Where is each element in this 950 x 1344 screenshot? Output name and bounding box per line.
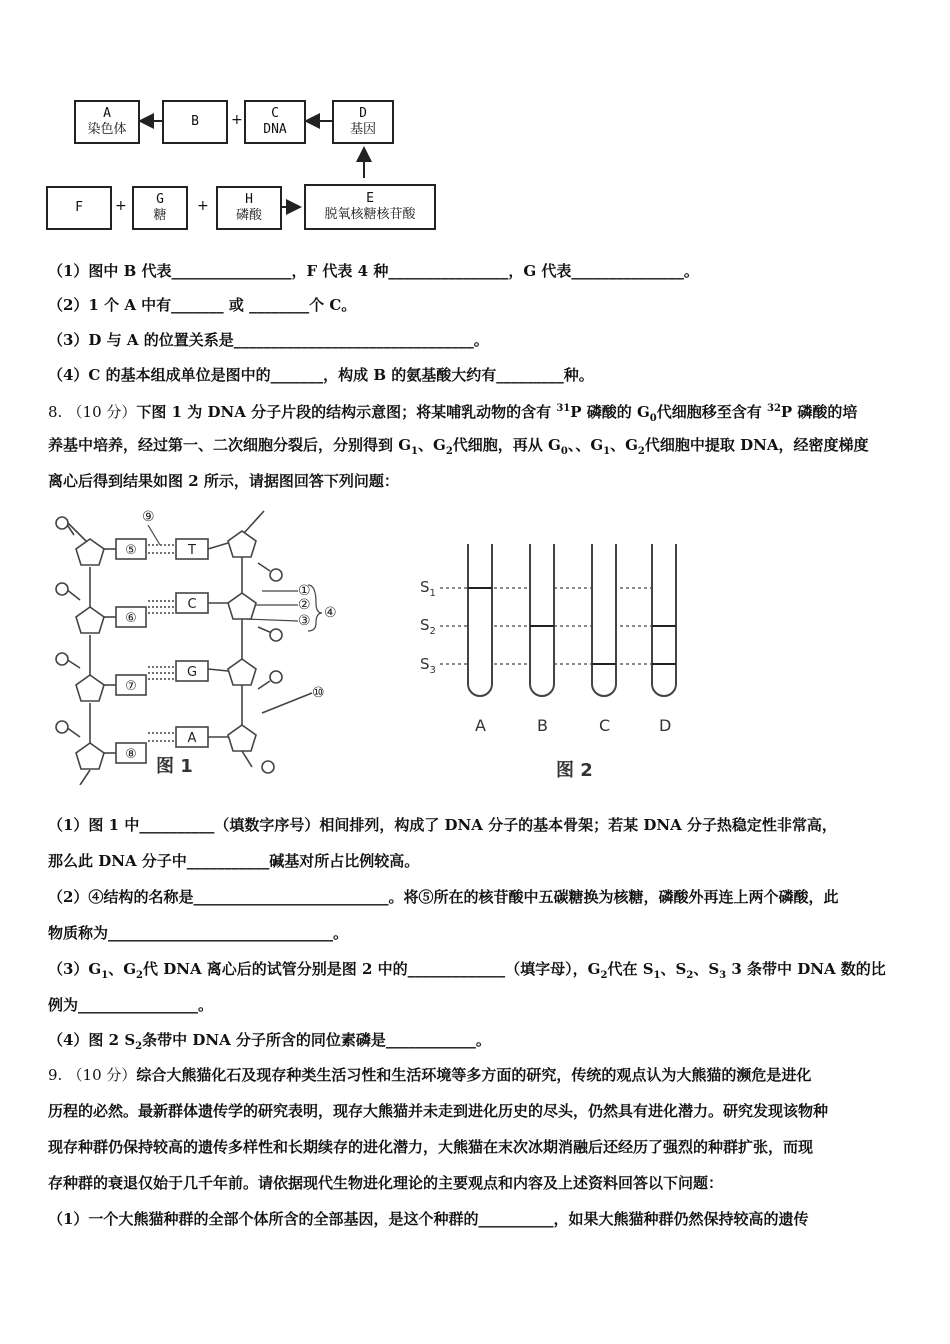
tube-label-b: B [537,716,548,735]
box-D: D 基因 [332,100,394,144]
q8-sub1-line-1: （1）图 1 中__________（填数字序号）相间排列，构成了 DNA 分子的基本骨架；若某 DNA 分子热稳定性非常高， [48,816,837,834]
callout-4: ④ [324,605,337,621]
box-B: B [162,100,228,144]
base-label-G: G [186,665,198,680]
q7-line-2: （2）1 个 A 中有_______ 或 ________个 C。 [48,296,357,314]
q8-sub3-line-2: 例为________________。 [48,996,214,1014]
box-E: E 脱氧核糖核苷酸 [304,184,436,230]
q8-sub3-line-1: $(3)G_1$、$G_2$代 DNA 离心后的试管分别是图 2 中的_____________（填字母），$G_2$代在 $S_1$、$S_2$、$S_3$ 3 条带中 DNA 数的比 [48,960,886,981]
base-label-T: T [188,543,196,558]
box-A: A 染色体 [74,100,140,144]
box-F: F [46,186,112,230]
plus-sign: + [197,198,209,214]
plus-sign: + [115,198,127,214]
tube-label-c: C [599,716,611,735]
figure-2-label: 图 2 [556,760,593,781]
q8-sub2-line-1: （2）④结构的名称是__________________________。将⑤所在的核苷酸中五碳糖换为核糖，磷酸外再连上两个磷酸，此 [48,888,839,906]
band-label-s1: $S_1$ [420,578,436,599]
q8-sub1-line-2: 那么此 DNA 分子中___________碱基对所占比例较高。 [48,852,420,870]
band-label-s2: $S_2$ [420,616,436,637]
box-H: H 磷酸 [216,186,282,230]
q7-line-1: （1）图中 B 代表________________，F 代表 4 种________________，G 代表_______________。 [48,262,699,280]
q8-intro-3: 离心后得到结果如图 2 所示，请据图回答下列问题： [48,472,399,490]
q8-sub2-line-2: 物质称为______________________________。 [48,924,349,942]
q8-sub4-line: （4）图 2 $S_2$条带中 DNA 分子所含的同位素磷是____________。 [48,1031,491,1052]
base-label-A: A [187,731,197,746]
band-label-s3: $S_3$ [420,655,436,676]
q9-line-3: 现存种群仍保持较高的遗传多样性和长期续存的进化潜力，大熊猫在末次冰期消融后还经历了强烈的种群扩张，而现 [48,1138,814,1156]
q8-intro-2: 养基中培养，经过第一、二次细胞分裂后，分别得到 $G_1$、$G_2$代细胞，再从 $G_0$、、$G_1$、$G_2$代细胞中提取 DNA，经密度梯度 [48,436,869,457]
q7-line-3: （3）D 与 A 的位置关系是________________________________。 [48,331,489,349]
base-label-5: ⑤ [125,543,137,558]
base-label-6: ⑥ [125,611,137,626]
callout-9: ⑨ [142,509,155,525]
plus-sign: + [231,112,243,128]
q9-line-1: 9. （10 分）综合大熊猫化石及现存种类生活习性和生活环境等多方面的研究，传统的观点认为大熊猫的濒危是进化 [48,1066,812,1084]
tube-label-a: A [475,716,486,735]
q7-line-4: （4）C 的基本组成单位是图中的_______，构成 B 的氨基酸大约有_________种。 [48,366,594,384]
box-C: C DNA [244,100,306,144]
tube-label-d: D [659,716,672,735]
base-label-C: C [187,597,197,612]
base-label-7: ⑦ [125,679,137,694]
flowchart-arrows [0,0,450,240]
box-G: G 糖 [132,186,188,230]
callout-10: ⑩ [312,685,325,701]
figure-1-dna-structure [50,505,350,785]
q9-line-5: （1）一个大熊猫种群的全部个体所含的全部基因，是这个种群的__________，如果大熊猫种群仍然保持较高的遗传 [48,1210,809,1228]
figure-1-label: 图 1 [156,756,193,777]
q9-line-2: 历程的必然。最新群体遗传学的研究表明，现存大熊猫并未走到进化历史的尽头，仍然具有进化潜力。研究发现该物种 [48,1102,829,1120]
callout-3: ③ [298,613,311,629]
callout-2: ② [298,597,311,613]
q8-intro-1: 8. （10 分）下图 1 为 DNA 分子片段的结构示意图；将某哺乳动物的含有 $^{31}$P 磷酸的 $G_0$代细胞移至含有 $^{32}$P 磷酸的培 [48,403,858,424]
figure-2-centrifuge-tubes [440,540,700,710]
base-label-8: ⑧ [125,747,137,762]
q9-line-4: 存种群的衰退仅始于几千年前。请依据现代生物进化理论的主要观点和内容及上述资料回答以下问题： [48,1174,724,1192]
callout-1: ① [298,583,311,599]
